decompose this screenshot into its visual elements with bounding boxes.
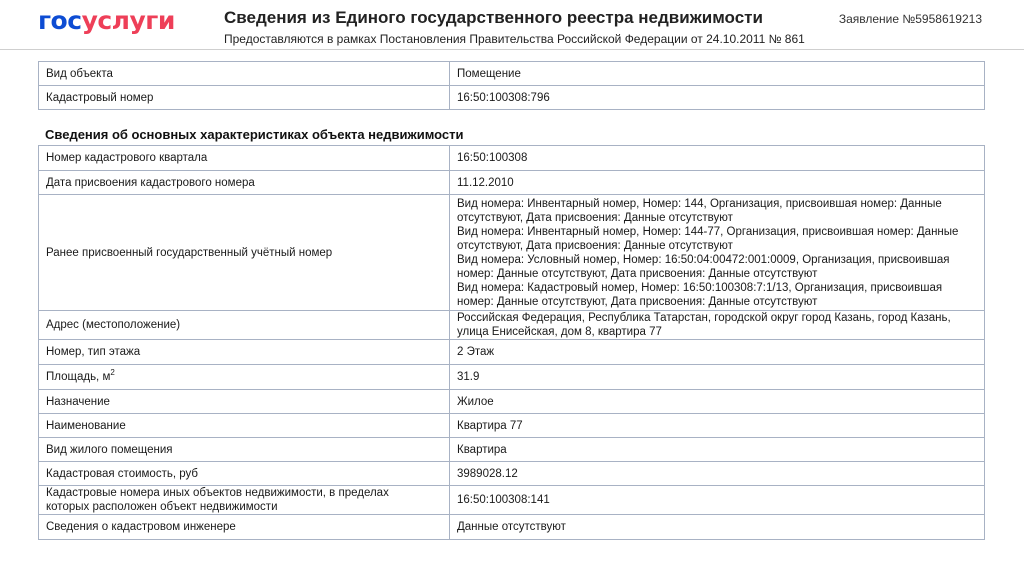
previous-number-line: Вид номера: Условный номер, Номер: 16:50:04:00472:001:0009, Организация, присвоившая bbox=[457, 253, 950, 266]
table-row bbox=[39, 311, 985, 340]
table-row bbox=[39, 390, 985, 414]
cost-label: Кадастровая стоимость, руб bbox=[39, 462, 450, 486]
purpose-value: Жилое bbox=[450, 390, 985, 414]
table-row bbox=[39, 195, 985, 311]
date-label: Дата присвоения кадастрового номера bbox=[39, 171, 450, 195]
gosuslugi-logo[interactable] bbox=[38, 6, 175, 36]
other-objects-label-line: которых расположен объект недвижимости bbox=[46, 501, 278, 513]
previous-number-line: отсутствуют, Дата присвоения: Данные отсутствуют bbox=[457, 239, 733, 252]
address-label: Адрес (местоположение) bbox=[39, 311, 450, 340]
purpose-label: Назначение bbox=[39, 390, 450, 414]
address-line: Российская Федерация, Республика Татарстан, городской округ город Казань, город Казань, bbox=[457, 312, 951, 324]
characteristics-table bbox=[38, 145, 985, 540]
header-divider bbox=[0, 49, 1024, 50]
previous-number-line: Вид номера: Инвентарный номер, Номер: 144-77, Организация, присвоившая номер: Данные bbox=[457, 225, 959, 238]
engineer-label: Сведения о кадастровом инженере bbox=[39, 515, 450, 540]
object-type-value: Помещение bbox=[450, 62, 985, 86]
table-row bbox=[39, 515, 985, 540]
name-value: Квартира 77 bbox=[450, 414, 985, 438]
quarter-value: 16:50:100308 bbox=[450, 146, 985, 171]
floor-value: 2 Этаж bbox=[450, 340, 985, 365]
document-title: Сведения из Единого государственного реестра недвижимости bbox=[224, 8, 763, 27]
other-objects-label-line: Кадастровые номера иных объектов недвижимости, в пределах bbox=[46, 487, 389, 499]
date-value: 11.12.2010 bbox=[450, 171, 985, 195]
previous-number-label: Ранее присвоенный государственный учётный номер bbox=[39, 195, 450, 311]
table-row bbox=[39, 486, 985, 515]
previous-number-line: номер: Данные отсутствуют, Дата присвоения: Данные отсутствуют bbox=[457, 267, 818, 280]
engineer-value: Данные отсутствуют bbox=[450, 515, 985, 540]
table-row bbox=[39, 414, 985, 438]
address-value bbox=[450, 311, 985, 340]
residential-type-label: Вид жилого помещения bbox=[39, 438, 450, 462]
table-row bbox=[39, 62, 985, 86]
area-label-cell bbox=[39, 365, 450, 390]
quarter-label: Номер кадастрового квартала bbox=[39, 146, 450, 171]
object-type-label: Вид объекта bbox=[39, 62, 450, 86]
previous-number-line: номер: Данные отсутствуют, Дата присвоения: Данные отсутствуют bbox=[457, 295, 818, 308]
table-row bbox=[39, 365, 985, 390]
document-subtitle: Предоставляются в рамках Постановления Правительства Российской Федерации от 24.10.2011 № 861 bbox=[224, 32, 805, 46]
other-objects-value: 16:50:100308:141 bbox=[450, 486, 985, 515]
previous-number-value bbox=[450, 195, 985, 311]
previous-number-line: отсутствуют, Дата присвоения: Данные отсутствуют bbox=[457, 211, 733, 224]
table-row bbox=[39, 340, 985, 365]
address-line: улица Енисейская, дом 8, квартира 77 bbox=[457, 326, 662, 338]
residential-type-value: Квартира bbox=[450, 438, 985, 462]
application-number: Заявление №5958619213 bbox=[838, 12, 982, 26]
logo-part-uslugi: услуги bbox=[81, 6, 175, 35]
section-title: Сведения об основных характеристиках объекта недвижимости bbox=[45, 127, 464, 142]
cadastral-number-value: 16:50:100308:796 bbox=[450, 86, 985, 110]
area-label-sup: 2 bbox=[110, 368, 115, 378]
basic-info-table bbox=[38, 61, 985, 110]
table-row bbox=[39, 462, 985, 486]
previous-number-line: Вид номера: Инвентарный номер, Номер: 144, Организация, присвоившая номер: Данные bbox=[457, 197, 942, 210]
other-objects-label bbox=[39, 486, 450, 515]
previous-number-line: Вид номера: Кадастровый номер, Номер: 16:50:100308:7:1/13, Организация, присвоившая bbox=[457, 281, 943, 294]
floor-label: Номер, тип этажа bbox=[39, 340, 450, 365]
table-row bbox=[39, 171, 985, 195]
table-row bbox=[39, 86, 985, 110]
header bbox=[0, 0, 1024, 50]
logo-part-gos: гос bbox=[38, 6, 82, 35]
name-label: Наименование bbox=[39, 414, 450, 438]
cost-value: 3989028.12 bbox=[450, 462, 985, 486]
table-row bbox=[39, 438, 985, 462]
table-row bbox=[39, 146, 985, 171]
area-value: 31.9 bbox=[450, 365, 985, 390]
area-label: Площадь, м bbox=[46, 371, 111, 383]
cadastral-number-label: Кадастровый номер bbox=[39, 86, 450, 110]
